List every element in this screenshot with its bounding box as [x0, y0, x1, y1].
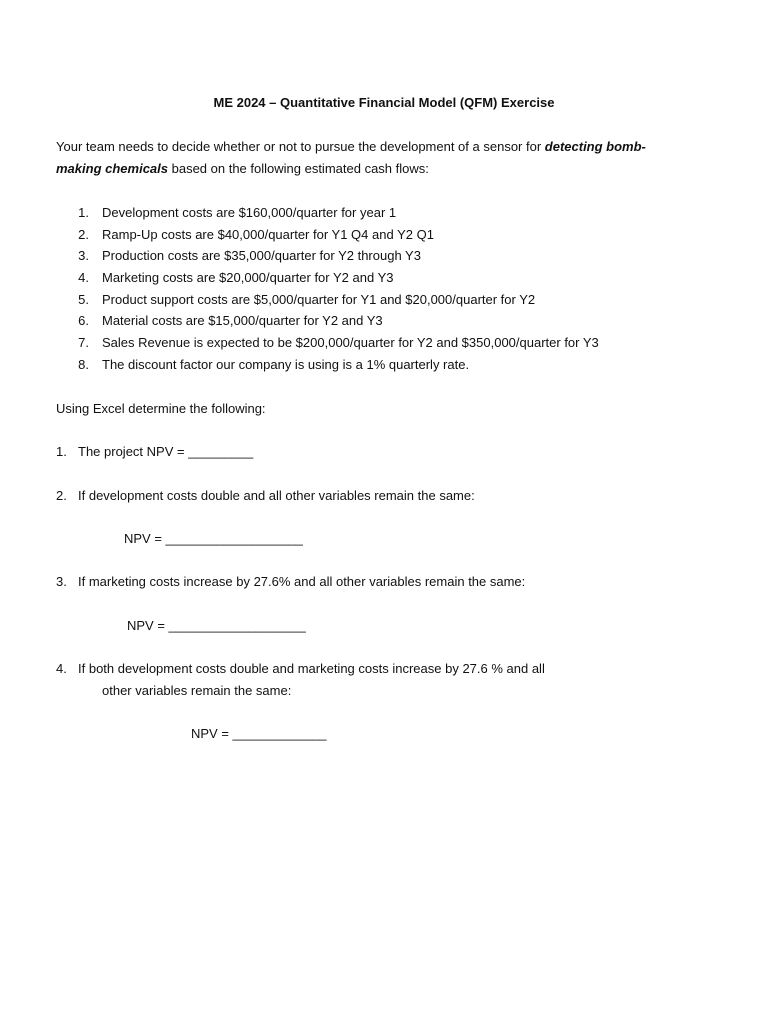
intro-emphasis: detecting bomb- [544, 139, 646, 154]
question-text: If development costs double and all other variables remain the same: [78, 488, 475, 503]
list-item: Marketing costs are $20,000/quarter for Y2 and Y3 [102, 270, 394, 285]
section-heading: Using Excel determine the following: [56, 401, 266, 416]
list-item: Material costs are $15,000/quarter for Y2 and Y3 [102, 313, 383, 328]
list-item: The discount factor our company is using is a 1% quarterly rate. [102, 357, 470, 372]
npv-answer-blank: NPV = _____________ [191, 726, 327, 741]
document-title: ME 2024 – Quantitative Financial Model (QFM) Exercise [213, 95, 555, 110]
intro-line-2 [56, 161, 429, 177]
intro-line-1 [56, 139, 646, 155]
list-item-number: 5. [78, 292, 89, 307]
list-item-number: 2. [78, 227, 89, 242]
list-item: Production costs are $35,000/quarter for Y2 through Y3 [102, 248, 421, 263]
list-item-number: 1. [78, 205, 89, 220]
intro-emphasis: making chemicals [56, 161, 168, 176]
question-text-continuation: other variables remain the same: [102, 683, 292, 698]
question-text: The project NPV = _________ [78, 444, 254, 459]
list-item: Ramp-Up costs are $40,000/quarter for Y1 Q4 and Y2 Q1 [102, 227, 434, 242]
list-item-number: 4. [78, 270, 89, 285]
question-text: If both development costs double and marketing costs increase by 27.6 % and all [78, 661, 545, 676]
list-item-number: 6. [78, 313, 89, 328]
question-number: 1. [56, 444, 67, 459]
list-item-number: 7. [78, 335, 89, 350]
question-number: 2. [56, 488, 67, 503]
npv-answer-blank: NPV = ___________________ [124, 531, 303, 546]
list-item: Product support costs are $5,000/quarter for Y1 and $20,000/quarter for Y2 [102, 292, 536, 307]
question-text: If marketing costs increase by 27.6% and all other variables remain the same: [78, 574, 526, 589]
intro-text: Your team needs to decide whether or not to pursue the development of a sensor for [56, 139, 545, 154]
npv-answer-blank: NPV = ___________________ [127, 618, 306, 633]
intro-text: based on the following estimated cash flows: [168, 161, 429, 176]
question-number: 4. [56, 661, 67, 676]
list-item: Development costs are $160,000/quarter for year 1 [102, 205, 397, 220]
list-item-number: 8. [78, 357, 89, 372]
question-number: 3. [56, 574, 67, 589]
list-item: Sales Revenue is expected to be $200,000/quarter for Y2 and $350,000/quarter for Y3 [102, 335, 599, 350]
list-item-number: 3. [78, 248, 89, 263]
